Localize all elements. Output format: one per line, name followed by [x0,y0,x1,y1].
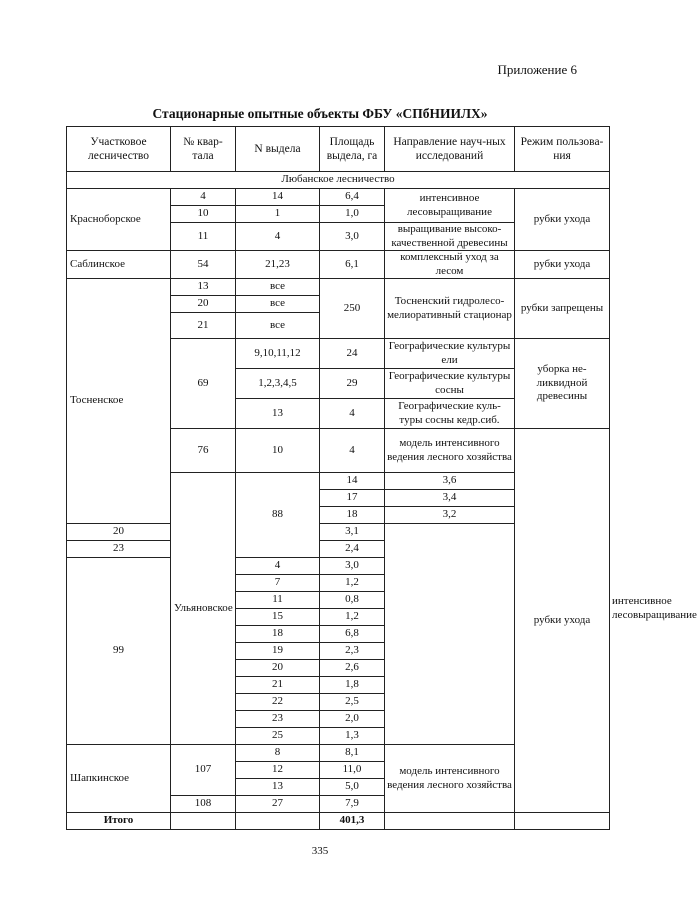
direction-cell: Географические культуры ели [385,339,515,369]
area-cell: 2,6 [320,660,385,677]
section-cell: 20 [236,660,320,677]
section-cell: 11 [236,592,320,609]
section-cell: 9,10,11,12 [236,339,320,369]
total-empty-cell [236,813,320,830]
area-cell: 5,0 [320,779,385,796]
section-cell: 18 [320,507,385,524]
area-cell: 29 [320,369,385,399]
section-cell: все [236,279,320,296]
header-area: Площадь выдела, га [320,127,385,172]
district-cell: Шапкинское [67,745,171,813]
section-cell: 25 [236,728,320,745]
total-row [67,813,610,830]
regime-cell: рубки ухода [515,189,610,251]
section-cell: 20 [67,524,171,541]
direction-cell: модель интенсивного ведения лесного хозяйства [385,745,515,813]
quarter-cell: 21 [171,313,236,339]
area-cell: 24 [320,339,385,369]
quarter-cell: 108 [171,796,236,813]
total-area: 401,3 [320,813,385,830]
header-district: Участковое лесничество [67,127,171,172]
section-cell: 4 [236,223,320,251]
area-cell: 6,1 [320,251,385,279]
section-cell: 21 [236,677,320,694]
section-cell: 14 [236,189,320,206]
appendix-label: Приложение 6 [497,62,577,77]
area-cell: 11,0 [320,762,385,779]
regime-cell: рубки ухода [515,251,610,279]
district-cell: Красноборское [67,189,171,251]
quarter-cell: 76 [171,429,236,473]
area-cell: 2,4 [320,541,385,558]
direction-cell: выращивание высоко-качественной древесины [385,223,515,251]
regime-cell: рубки запрещены [515,279,610,339]
section-cell: 12 [236,762,320,779]
regime-cell: уборка не-ликвидной древесины [515,339,610,429]
area-cell: 0,8 [320,592,385,609]
direction-cell: интенсивное лесовыращивание [385,189,515,223]
header-quarter: № квар-тала [171,127,236,172]
area-cell: 2,0 [320,711,385,728]
table-row [67,279,610,296]
direction-cell: Географические культуры сосны [385,369,515,399]
section-cell: 18 [236,626,320,643]
section-cell: 13 [236,779,320,796]
quarter-cell: 88 [236,473,320,558]
section-cell: 19 [236,643,320,660]
area-cell: 6,4 [320,189,385,206]
experimental-objects-table [66,126,697,830]
area-cell: 8,1 [320,745,385,762]
section-cell: 22 [236,694,320,711]
quarter-cell: 4 [171,189,236,206]
table-row: Ульяновское 88 14 3,6 интенсивное лесовыращивание [67,473,610,490]
area-cell: 4 [320,429,385,473]
section-cell: 10 [236,429,320,473]
direction-cell: Тосненский гидролесо-мелиоративный стационар [385,279,515,339]
header-regime: Режим пользова-ния [515,127,610,172]
area-cell: 3,1 [320,524,385,541]
area-cell: 1,2 [320,609,385,626]
area-cell: 250 [320,279,385,339]
area-cell: 3,6 [385,473,515,490]
section-cell: 15 [236,609,320,626]
section-cell: 4 [236,558,320,575]
section-cell: 8 [236,745,320,762]
forestry-name: Любанское лесничество [67,172,610,189]
area-cell: 1,0 [320,206,385,223]
header-row [67,127,610,172]
total-label: Итого [67,813,171,830]
table-row [67,189,610,206]
page-title: Стационарные опытные объекты ФБУ «СПбНИИЛХ» [152,106,488,121]
quarter-cell: 69 [171,339,236,429]
direction-cell: модель интенсивного ведения лесного хозяйства [385,429,515,473]
table-row [67,251,610,279]
section-cell: все [236,296,320,313]
header-direction: Направление науч-ных исследований [385,127,515,172]
quarter-cell: 11 [171,223,236,251]
section-cell: 1 [236,206,320,223]
area-cell: 6,8 [320,626,385,643]
section-cell: 23 [67,541,171,558]
area-cell: 3,0 [320,558,385,575]
area-cell: 4 [320,399,385,429]
quarter-cell: 20 [171,296,236,313]
section-cell: 17 [320,490,385,507]
section-cell: 7 [236,575,320,592]
section-cell: 21,23 [236,251,320,279]
area-cell: 2,3 [320,643,385,660]
section-cell: все [236,313,320,339]
quarter-cell: 54 [171,251,236,279]
area-cell: 3,0 [320,223,385,251]
area-cell: 1,2 [320,575,385,592]
total-empty-cell [385,813,515,830]
area-cell: 2,5 [320,694,385,711]
area-cell: 3,2 [385,507,515,524]
district-cell: Тосненское [67,279,171,524]
direction-cell: Географические куль-туры сосны кедр.сиб. [385,399,515,429]
forestry-row [67,172,610,189]
regime-cell: рубки ухода [515,429,610,813]
quarter-cell: 10 [171,206,236,223]
district-cell: Ульяновское [171,473,236,745]
header-section: N выдела [236,127,320,172]
district-cell: Саблинское [67,251,171,279]
area-cell: 1,8 [320,677,385,694]
section-cell: 14 [320,473,385,490]
section-cell: 27 [236,796,320,813]
quarter-cell: 107 [171,745,236,796]
section-cell: 23 [236,711,320,728]
area-cell: 1,3 [320,728,385,745]
section-cell: 13 [236,399,320,429]
total-empty-cell [515,813,610,830]
quarter-cell: 99 [67,558,171,745]
total-empty-cell [171,813,236,830]
area-cell: 3,4 [385,490,515,507]
area-cell: 7,9 [320,796,385,813]
section-cell: 1,2,3,4,5 [236,369,320,399]
direction-cell: комплексный уход за лесом [385,251,515,279]
page-number: 335 [311,845,329,857]
quarter-cell: 13 [171,279,236,296]
